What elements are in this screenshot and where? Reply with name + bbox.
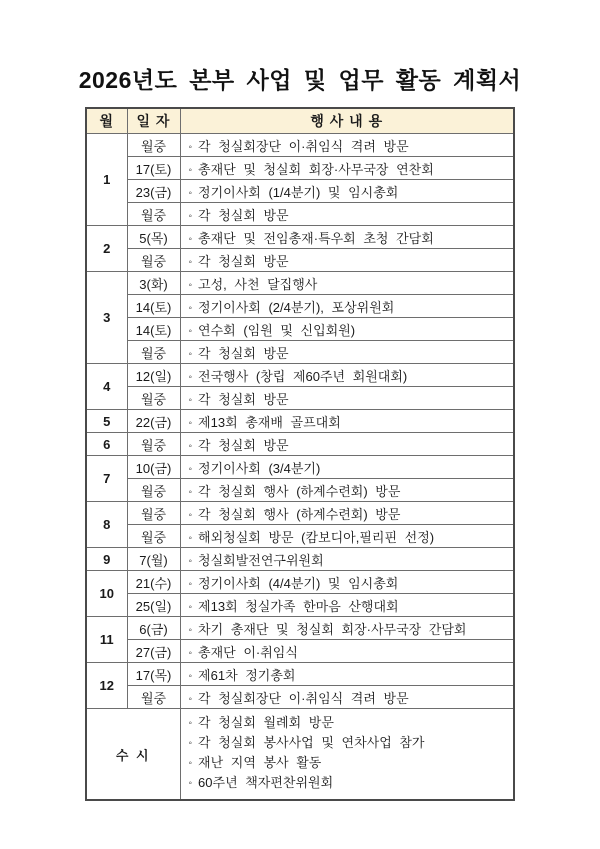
event-cell: [180, 617, 514, 640]
event-text: 제13회 총재배 골프대회: [198, 414, 341, 430]
event-text: 각 청실회 행사 (하계수련회) 방문: [198, 483, 401, 499]
event-cell: [180, 571, 514, 594]
month-cell: 8: [86, 502, 127, 548]
event-text: 재난 지역 봉사 활동: [198, 755, 322, 770]
table-row: [86, 456, 514, 479]
table-row: [86, 502, 514, 525]
bullet-icon: ◦: [188, 718, 193, 729]
event-text: 각 청실회 봉사사업 및 연차사업 참가: [198, 735, 425, 750]
month-cell: 9: [86, 548, 127, 571]
date-cell: 3(화): [127, 272, 180, 295]
event-text: 제61차 정기총회: [198, 667, 296, 683]
table-row: [86, 295, 514, 318]
bullet-icon: ◦: [188, 778, 193, 789]
event-cell: [180, 456, 514, 479]
anytime-events-cell: [180, 709, 514, 801]
table-row: [86, 571, 514, 594]
event-cell: [180, 479, 514, 502]
event-text: 각 청실회 방문: [198, 207, 289, 223]
date-cell: 14(토): [127, 295, 180, 318]
event-text: 정기이사회 (3/4분기): [198, 460, 321, 476]
event-text: 차기 총재단 및 청실회 회장·사무국장 간담회: [198, 621, 467, 637]
event-text: 해외청실회 방문 (캄보디아,필리핀 선정): [198, 529, 435, 545]
date-cell: 월중: [127, 387, 180, 410]
event-text: 전국행사 (창립 제60주년 회원대회): [198, 368, 408, 384]
bullet-icon: ◦: [188, 164, 193, 176]
event-line: [189, 734, 510, 754]
month-cell: 4: [86, 364, 127, 410]
date-cell: 17(목): [127, 663, 180, 686]
table-row: [86, 410, 514, 433]
event-cell: [180, 341, 514, 364]
event-line: [189, 754, 510, 774]
date-cell: 6(금): [127, 617, 180, 640]
table-row: [86, 387, 514, 410]
event-text: 60주년 책자편찬위원회: [198, 775, 334, 790]
bullet-icon: ◦: [188, 302, 193, 314]
bullet-icon: ◦: [188, 371, 193, 383]
bullet-icon: ◦: [188, 601, 193, 613]
month-cell: 10: [86, 571, 127, 617]
event-text: 정기이사회 (1/4분기) 및 임시총회: [198, 184, 399, 200]
date-cell: 5(목): [127, 226, 180, 249]
table-row: [86, 663, 514, 686]
table-row: [86, 226, 514, 249]
bullet-icon: ◦: [188, 210, 193, 222]
header-cell-event: 행 사 내 용: [180, 108, 514, 134]
date-cell: 21(수): [127, 571, 180, 594]
event-cell: [180, 594, 514, 617]
bullet-icon: ◦: [188, 509, 193, 521]
bullet-icon: ◦: [188, 486, 193, 498]
table-row: [86, 479, 514, 502]
date-cell: 월중: [127, 203, 180, 226]
table-row: [86, 272, 514, 295]
date-cell: 월중: [127, 502, 180, 525]
table-row: [86, 341, 514, 364]
date-cell: 14(토): [127, 318, 180, 341]
event-text: 총재단 및 전임총재·특우회 초청 간담회: [198, 230, 434, 246]
bullet-icon: ◦: [188, 647, 193, 659]
month-cell: 12: [86, 663, 127, 709]
event-cell: [180, 525, 514, 548]
event-text: 각 청실회장단 이·취임식 격려 방문: [198, 138, 409, 154]
event-cell: [180, 318, 514, 341]
bullet-icon: ◦: [188, 670, 193, 682]
bullet-icon: ◦: [188, 187, 193, 199]
bullet-icon: ◦: [188, 394, 193, 406]
bullet-icon: ◦: [188, 279, 193, 291]
table-row: [86, 617, 514, 640]
date-cell: 10(금): [127, 456, 180, 479]
bullet-icon: ◦: [188, 693, 193, 705]
month-cell: 2: [86, 226, 127, 272]
bullet-icon: ◦: [188, 440, 193, 452]
date-cell: 22(금): [127, 410, 180, 433]
table-row: [86, 134, 514, 157]
event-cell: [180, 226, 514, 249]
month-cell: 1: [86, 134, 127, 226]
bullet-icon: ◦: [188, 624, 193, 636]
bullet-icon: ◦: [188, 348, 193, 360]
month-cell: 11: [86, 617, 127, 663]
table-row: [86, 203, 514, 226]
table-row: [86, 433, 514, 456]
table-row: [86, 640, 514, 663]
bullet-icon: ◦: [188, 256, 193, 268]
date-cell: 월중: [127, 433, 180, 456]
event-text: 각 청실회 방문: [198, 345, 289, 361]
event-text: 정기이사회 (2/4분기), 포상위원회: [198, 299, 395, 315]
table-row: [86, 180, 514, 203]
event-text: 각 청실회 방문: [198, 391, 289, 407]
date-cell: 17(토): [127, 157, 180, 180]
month-cell: 5: [86, 410, 127, 433]
event-cell: [180, 502, 514, 525]
header-row: [86, 108, 514, 134]
date-cell: 월중: [127, 249, 180, 272]
event-cell: [180, 410, 514, 433]
event-text: 고성, 사천 달집행사: [198, 276, 318, 292]
date-cell: 월중: [127, 341, 180, 364]
event-text: 각 청실회 월례회 방문: [198, 715, 334, 730]
event-text: 연수회 (임원 및 신입회원): [198, 322, 356, 338]
table-row: [86, 548, 514, 571]
event-cell: [180, 157, 514, 180]
event-text: 청실회발전연구위원회: [198, 552, 324, 568]
event-cell: [180, 249, 514, 272]
event-cell: [180, 686, 514, 709]
event-line: [189, 714, 510, 734]
table-row: [86, 249, 514, 272]
table-row-anytime: [86, 709, 514, 801]
table-row: [86, 594, 514, 617]
header-cell-month: 월: [86, 108, 127, 134]
event-cell: [180, 180, 514, 203]
date-cell: 월중: [127, 134, 180, 157]
bullet-icon: ◦: [188, 555, 193, 567]
date-cell: 월중: [127, 479, 180, 502]
month-cell: 7: [86, 456, 127, 502]
event-cell: [180, 295, 514, 318]
bullet-icon: ◦: [188, 233, 193, 245]
event-cell: [180, 364, 514, 387]
event-text: 각 청실회 방문: [198, 437, 289, 453]
date-cell: 월중: [127, 686, 180, 709]
plan-table-body: [86, 134, 514, 801]
bullet-icon: ◦: [188, 417, 193, 429]
table-row: [86, 318, 514, 341]
event-cell: [180, 387, 514, 410]
bullet-icon: ◦: [188, 578, 193, 590]
month-cell: 3: [86, 272, 127, 364]
event-line: [189, 774, 510, 794]
table-row: [86, 364, 514, 387]
table-row: [86, 157, 514, 180]
event-cell: [180, 548, 514, 571]
date-cell: 월중: [127, 525, 180, 548]
event-cell: [180, 433, 514, 456]
anytime-label-cell: 수 시: [86, 709, 180, 801]
event-cell: [180, 272, 514, 295]
date-cell: 7(월): [127, 548, 180, 571]
page-title: 2026년도 본부 사업 및 업무 활동 계획서: [78, 67, 522, 93]
bullet-icon: ◦: [188, 758, 193, 769]
plan-table: [85, 107, 515, 801]
bullet-icon: ◦: [188, 141, 193, 153]
bullet-icon: ◦: [188, 738, 193, 749]
bullet-icon: ◦: [188, 325, 193, 337]
bullet-icon: ◦: [188, 463, 193, 475]
event-cell: [180, 134, 514, 157]
event-cell: [180, 203, 514, 226]
month-cell: 6: [86, 433, 127, 456]
table-row: [86, 686, 514, 709]
event-cell: [180, 640, 514, 663]
event-text: 정기이사회 (4/4분기) 및 임시총회: [198, 575, 399, 591]
event-text: 총재단 및 청실회 회장·사무국장 연찬회: [198, 161, 434, 177]
date-cell: 23(금): [127, 180, 180, 203]
bullet-icon: ◦: [188, 532, 193, 544]
header-cell-date: 일 자: [127, 108, 180, 134]
event-cell: [180, 663, 514, 686]
date-cell: 12(일): [127, 364, 180, 387]
event-text: 각 청실회 방문: [198, 253, 289, 269]
event-text: 총재단 이·취임식: [198, 644, 298, 660]
event-text: 각 청실회장단 이·취임식 격려 방문: [198, 690, 409, 706]
event-text: 각 청실회 행사 (하계수련회) 방문: [198, 506, 401, 522]
date-cell: 25(일): [127, 594, 180, 617]
date-cell: 27(금): [127, 640, 180, 663]
event-text: 제13회 청실가족 한마음 산행대회: [198, 598, 399, 614]
table-row: [86, 525, 514, 548]
